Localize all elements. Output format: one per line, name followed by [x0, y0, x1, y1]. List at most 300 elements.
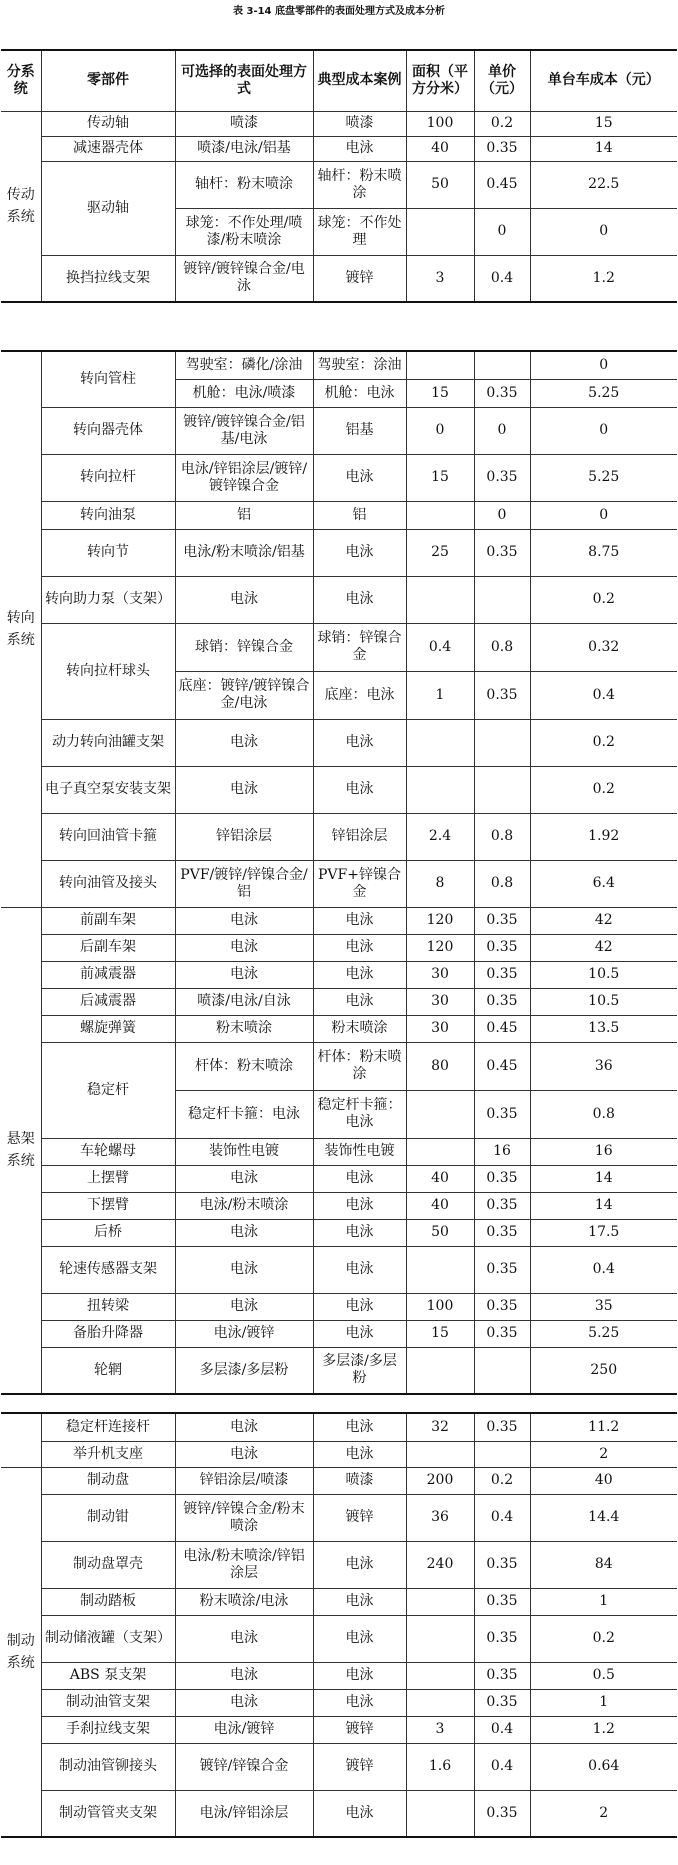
system-label: 制动系统: [1, 1467, 41, 1837]
area-cell: 40: [406, 1192, 474, 1219]
area-cell: 25: [406, 529, 474, 576]
table-row: [1, 454, 677, 501]
case-cell: 稳定杆卡箍：电泳: [313, 1090, 406, 1138]
cost-cell: 1: [530, 1588, 677, 1615]
case-cell: 电泳: [313, 1293, 406, 1320]
treatment-cell: 喷漆/电泳/铝基: [175, 136, 313, 161]
part-cell: 制动储液罐（支架）: [41, 1615, 175, 1662]
treatment-cell: 电泳: [175, 907, 313, 934]
part-cell: 电子真空泵安装支架: [41, 766, 175, 813]
cost-cell: 36: [530, 1042, 677, 1090]
table-row: [1, 255, 677, 302]
cost-cell: 0.5: [530, 1662, 677, 1689]
table-row: [1, 111, 677, 136]
part-cell: 转向油管及接头: [41, 860, 175, 907]
price-cell: 0.8: [474, 813, 530, 860]
table-row: [1, 1662, 677, 1689]
price-cell: 0.35: [474, 1588, 530, 1615]
treatment-cell: 镀锌/锌镍合金/粉末喷涂: [175, 1494, 313, 1541]
table-row: [1, 1716, 677, 1743]
treatment-cell: PVF/镀锌/锌镍合金/铝: [175, 860, 313, 907]
case-cell: 多层漆/多层粉: [313, 1347, 406, 1394]
case-cell: 电泳: [313, 454, 406, 501]
case-cell: 粉末喷涂: [313, 1015, 406, 1042]
part-cell: 后桥: [41, 1219, 175, 1246]
area-cell: [406, 1689, 474, 1716]
case-cell: 电泳: [313, 961, 406, 988]
part-cell: 换挡拉线支架: [41, 255, 175, 302]
cost-cell: 22.5: [530, 161, 677, 208]
header-treatment: 可选择的表面处理方式: [175, 50, 313, 111]
header-part: 零部件: [41, 50, 175, 111]
part-cell: 前副车架: [41, 907, 175, 934]
treatment-cell: 电泳: [175, 1219, 313, 1246]
area-cell: 15: [406, 1320, 474, 1347]
case-cell: 电泳: [313, 1192, 406, 1219]
treatment-cell: 底座：镀锌/镀锌镍合金/电泳: [175, 671, 313, 719]
treatment-cell: 杆体：粉末喷涂: [175, 1042, 313, 1090]
cost-cell: 35: [530, 1293, 677, 1320]
cost-cell: 5.25: [530, 454, 677, 501]
price-cell: 0.35: [474, 1293, 530, 1320]
part-cell: 螺旋弹簧: [41, 1015, 175, 1042]
table-row: [1, 1494, 677, 1541]
cost-cell: 8.75: [530, 529, 677, 576]
cost-cell: 0.4: [530, 671, 677, 719]
part-cell: 稳定杆连接杆: [41, 1413, 175, 1441]
area-cell: [406, 1615, 474, 1662]
treatment-cell: 电泳: [175, 719, 313, 766]
table-row: [1, 1413, 677, 1441]
case-cell: 电泳: [313, 1165, 406, 1192]
header-row: [1, 50, 677, 111]
case-cell: 电泳: [313, 934, 406, 961]
area-cell: 3: [406, 255, 474, 302]
price-cell: [474, 351, 530, 379]
part-cell: 上摆臂: [41, 1165, 175, 1192]
price-cell: 0: [474, 208, 530, 255]
case-cell: 球笼：不作处理: [313, 208, 406, 255]
cost-cell: 6.4: [530, 860, 677, 907]
price-cell: [474, 1347, 530, 1394]
cost-cell: 2: [530, 1441, 677, 1467]
price-cell: 0.35: [474, 1165, 530, 1192]
case-cell: 电泳: [313, 136, 406, 161]
cost-cell: 84: [530, 1541, 677, 1588]
price-cell: 0.35: [474, 1413, 530, 1441]
price-cell: 0.35: [474, 529, 530, 576]
header-case: 典型成本案例: [313, 50, 406, 111]
table-row: [1, 1441, 677, 1467]
case-cell: 电泳: [313, 1615, 406, 1662]
price-cell: 0.45: [474, 1042, 530, 1090]
table-row: [1, 860, 677, 907]
area-cell: [406, 208, 474, 255]
case-cell: 电泳: [313, 907, 406, 934]
price-cell: 0.35: [474, 1219, 530, 1246]
price-cell: 0.4: [474, 1743, 530, 1790]
part-cell: 减速器壳体: [41, 136, 175, 161]
cost-cell: 16: [530, 1138, 677, 1165]
treatment-cell: 电泳: [175, 576, 313, 623]
cost-cell: 15: [530, 111, 677, 136]
part-cell: 扭转梁: [41, 1293, 175, 1320]
treatment-cell: 球销：锌镍合金: [175, 623, 313, 671]
cost-cell: 250: [530, 1347, 677, 1394]
table-row: [1, 907, 677, 934]
case-cell: 电泳: [313, 1246, 406, 1293]
treatment-cell: 电泳: [175, 1615, 313, 1662]
treatment-cell: 装饰性电镀: [175, 1138, 313, 1165]
case-cell: 轴杆：粉末喷涂: [313, 161, 406, 208]
table-row: [1, 1743, 677, 1790]
part-cell: 转向器壳体: [41, 407, 175, 454]
table-row: [1, 961, 677, 988]
part-cell: 举升机支座: [41, 1441, 175, 1467]
area-cell: [406, 1138, 474, 1165]
area-cell: [406, 1246, 474, 1293]
part-cell: 驱动轴: [41, 161, 175, 255]
case-cell: 铝基: [313, 407, 406, 454]
treatment-cell: 电泳: [175, 934, 313, 961]
cost-cell: 40: [530, 1467, 677, 1494]
part-cell: ABS 泵支架: [41, 1662, 175, 1689]
price-cell: 0.4: [474, 1494, 530, 1541]
part-cell: 制动盘: [41, 1467, 175, 1494]
case-cell: 电泳: [313, 719, 406, 766]
price-cell: 0.35: [474, 136, 530, 161]
treatment-cell: 电泳/锌铝涂层/镀锌/镀锌镍合金: [175, 454, 313, 501]
area-cell: [406, 1090, 474, 1138]
case-cell: 电泳: [313, 1662, 406, 1689]
price-cell: 0.35: [474, 1541, 530, 1588]
cost-cell: 0: [530, 208, 677, 255]
cost-cell: 0: [530, 407, 677, 454]
price-cell: 0.35: [474, 1090, 530, 1138]
case-cell: 底座：电泳: [313, 671, 406, 719]
case-cell: 装饰性电镀: [313, 1138, 406, 1165]
table-row: [1, 1219, 677, 1246]
treatment-cell: 多层漆/多层粉: [175, 1347, 313, 1394]
table-caption: 表 3-14 底盘零部件的表面处理方式及成本分析: [233, 6, 445, 17]
case-cell: 铝: [313, 501, 406, 529]
case-cell: 电泳: [313, 1413, 406, 1441]
table-row: [1, 1347, 677, 1394]
price-cell: 0.35: [474, 1662, 530, 1689]
table-row: [1, 1588, 677, 1615]
area-cell: 40: [406, 136, 474, 161]
price-cell: 0.35: [474, 907, 530, 934]
treatment-cell: 机舱：电泳/喷漆: [175, 379, 313, 407]
price-cell: 0.35: [474, 1320, 530, 1347]
part-cell: 手刹拉线支架: [41, 1716, 175, 1743]
part-cell: 转向管柱: [41, 351, 175, 407]
treatment-cell: 镀锌/镀锌镍合金/铝基/电泳: [175, 407, 313, 454]
table-row: [1, 719, 677, 766]
price-cell: 0.45: [474, 161, 530, 208]
cost-cell: 42: [530, 934, 677, 961]
system-cell-blank: [1, 1413, 41, 1441]
table-row: [1, 1015, 677, 1042]
area-cell: 8: [406, 860, 474, 907]
part-cell: 前减震器: [41, 961, 175, 988]
case-cell: 杆体：粉末喷涂: [313, 1042, 406, 1090]
part-cell: 转向拉杆球头: [41, 623, 175, 719]
cost-cell: 10.5: [530, 988, 677, 1015]
price-cell: 0: [474, 407, 530, 454]
price-cell: 16: [474, 1138, 530, 1165]
price-cell: 0.2: [474, 111, 530, 136]
treatment-cell: 电泳: [175, 1165, 313, 1192]
price-cell: 0.35: [474, 1246, 530, 1293]
treatment-cell: 电泳: [175, 1413, 313, 1441]
price-cell: 0.45: [474, 1015, 530, 1042]
table-row: [1, 1042, 677, 1090]
part-cell: 制动盘罩壳: [41, 1541, 175, 1588]
area-cell: 2.4: [406, 813, 474, 860]
area-cell: 1: [406, 671, 474, 719]
price-cell: 0.35: [474, 961, 530, 988]
system-label: 悬架系统: [1, 907, 41, 1394]
part-cell: 车轮螺母: [41, 1138, 175, 1165]
table-row: [1, 407, 677, 454]
area-cell: 50: [406, 161, 474, 208]
table-row: [1, 161, 677, 208]
cost-cell: 0.2: [530, 766, 677, 813]
table-row: [1, 351, 677, 379]
case-cell: 电泳: [313, 766, 406, 813]
table-row: [1, 1615, 677, 1662]
part-cell: 动力转向油罐支架: [41, 719, 175, 766]
price-cell: 0.35: [474, 671, 530, 719]
area-cell: [406, 1441, 474, 1467]
area-cell: [406, 576, 474, 623]
table-row: [1, 1320, 677, 1347]
cost-cell: 14.4: [530, 1494, 677, 1541]
case-cell: 电泳: [313, 1320, 406, 1347]
area-cell: 120: [406, 934, 474, 961]
cost-cell: 0.2: [530, 1615, 677, 1662]
price-cell: [474, 576, 530, 623]
table-row: [1, 623, 677, 671]
table-row: [1, 813, 677, 860]
table-row: [1, 136, 677, 161]
area-cell: [406, 501, 474, 529]
area-cell: 15: [406, 379, 474, 407]
treatment-cell: 电泳: [175, 1441, 313, 1467]
treatment-cell: 锌铝涂层: [175, 813, 313, 860]
treatment-cell: 稳定杆卡箍：电泳: [175, 1090, 313, 1138]
treatment-cell: 粉末喷涂: [175, 1015, 313, 1042]
table-row: [1, 529, 677, 576]
part-cell: 转向节: [41, 529, 175, 576]
steering-suspension-table: [1, 350, 677, 1395]
treatment-cell: 电泳/粉末喷涂/铝基: [175, 529, 313, 576]
price-cell: 0.4: [474, 255, 530, 302]
area-cell: 100: [406, 1293, 474, 1320]
area-cell: 15: [406, 454, 474, 501]
part-cell: 转向助力泵（支架）: [41, 576, 175, 623]
table-row: [1, 1138, 677, 1165]
part-cell: 轮辋: [41, 1347, 175, 1394]
treatment-cell: 铝: [175, 501, 313, 529]
part-cell: 制动管管夹支架: [41, 1790, 175, 1837]
case-cell: 机舱：电泳: [313, 379, 406, 407]
part-cell: 下摆臂: [41, 1192, 175, 1219]
cost-cell: 13.5: [530, 1015, 677, 1042]
case-cell: 锌铝涂层: [313, 813, 406, 860]
price-cell: 0.35: [474, 934, 530, 961]
area-cell: [406, 766, 474, 813]
part-cell: 轮速传感器支架: [41, 1246, 175, 1293]
table-row: [1, 1293, 677, 1320]
treatment-cell: 喷漆: [175, 111, 313, 136]
part-cell: 后减震器: [41, 988, 175, 1015]
treatment-cell: 电泳: [175, 766, 313, 813]
cost-cell: 1.2: [530, 255, 677, 302]
treatment-cell: 球笼：不作处理/喷漆/粉末喷涂: [175, 208, 313, 255]
case-cell: PVF+锌镍合金: [313, 860, 406, 907]
case-cell: 球销：锌镍合金: [313, 623, 406, 671]
treatment-cell: 电泳/粉末喷涂: [175, 1192, 313, 1219]
area-cell: 36: [406, 1494, 474, 1541]
area-cell: 30: [406, 1015, 474, 1042]
area-cell: 50: [406, 1219, 474, 1246]
price-cell: 0.35: [474, 1615, 530, 1662]
price-cell: 0.35: [474, 1689, 530, 1716]
cost-cell: 17.5: [530, 1219, 677, 1246]
cost-cell: 0: [530, 351, 677, 379]
cost-cell: 5.25: [530, 1320, 677, 1347]
treatment-cell: 锌铝涂层/喷漆: [175, 1467, 313, 1494]
table-row: [1, 934, 677, 961]
area-cell: 32: [406, 1413, 474, 1441]
cost-cell: 42: [530, 907, 677, 934]
part-cell: 制动踏板: [41, 1588, 175, 1615]
price-cell: 0.35: [474, 1192, 530, 1219]
table-row: [1, 1541, 677, 1588]
treatment-cell: 电泳/镀锌: [175, 1320, 313, 1347]
price-cell: 0.8: [474, 860, 530, 907]
treatment-cell: 粉末喷涂/电泳: [175, 1588, 313, 1615]
case-cell: 电泳: [313, 576, 406, 623]
cost-cell: 0.64: [530, 1743, 677, 1790]
area-cell: 40: [406, 1165, 474, 1192]
cost-cell: 1.2: [530, 1716, 677, 1743]
area-cell: 100: [406, 111, 474, 136]
treatment-cell: 电泳/锌铝涂层: [175, 1790, 313, 1837]
system-cell-blank: [1, 1441, 41, 1467]
price-cell: 0.35: [474, 988, 530, 1015]
area-cell: 3: [406, 1716, 474, 1743]
cost-cell: 10.5: [530, 961, 677, 988]
case-cell: 喷漆: [313, 1467, 406, 1494]
case-cell: 镀锌: [313, 1743, 406, 1790]
case-cell: 驾驶室：涂油: [313, 351, 406, 379]
part-cell: 后副车架: [41, 934, 175, 961]
header-unit-price: 单价（元）: [474, 50, 530, 111]
table-row: [1, 1689, 677, 1716]
treatment-cell: 电泳/镀锌: [175, 1716, 313, 1743]
price-cell: [474, 719, 530, 766]
table-row: [1, 766, 677, 813]
header-cost: 单台车成本（元）: [530, 50, 677, 111]
treatment-cell: 镀锌/锌镍合金: [175, 1743, 313, 1790]
area-cell: 200: [406, 1467, 474, 1494]
cost-cell: 14: [530, 1165, 677, 1192]
table-row: [1, 501, 677, 529]
cost-cell: 5.25: [530, 379, 677, 407]
case-cell: 镀锌: [313, 1494, 406, 1541]
area-cell: [406, 351, 474, 379]
part-cell: 稳定杆: [41, 1042, 175, 1138]
case-cell: 电泳: [313, 1541, 406, 1588]
cost-cell: 2: [530, 1790, 677, 1837]
table-row: [1, 988, 677, 1015]
case-cell: 电泳: [313, 1441, 406, 1467]
case-cell: 镀锌: [313, 1716, 406, 1743]
price-cell: 0.2: [474, 1467, 530, 1494]
brake-table: [1, 1412, 677, 1838]
part-cell: 制动油管支架: [41, 1689, 175, 1716]
case-cell: 电泳: [313, 529, 406, 576]
area-cell: [406, 1347, 474, 1394]
price-cell: 0.4: [474, 1716, 530, 1743]
area-cell: 80: [406, 1042, 474, 1090]
area-cell: 0.4: [406, 623, 474, 671]
case-cell: 电泳: [313, 1588, 406, 1615]
treatment-cell: 电泳: [175, 961, 313, 988]
part-cell: 转向拉杆: [41, 454, 175, 501]
header-area: 面积（平方分米）: [406, 50, 474, 111]
table-row: [1, 1790, 677, 1837]
price-cell: [474, 766, 530, 813]
area-cell: 1.6: [406, 1743, 474, 1790]
price-cell: [474, 1441, 530, 1467]
area-cell: 240: [406, 1541, 474, 1588]
system-label: 转向系统: [1, 351, 41, 907]
table-row: [1, 1192, 677, 1219]
cost-cell: 0.2: [530, 576, 677, 623]
part-cell: 制动钳: [41, 1494, 175, 1541]
cost-cell: 0.8: [530, 1090, 677, 1138]
table-row: [1, 576, 677, 623]
area-cell: 30: [406, 961, 474, 988]
case-cell: 喷漆: [313, 111, 406, 136]
cost-cell: 0.4: [530, 1246, 677, 1293]
cost-cell: 0: [530, 501, 677, 529]
part-cell: 制动油管铆接头: [41, 1743, 175, 1790]
case-cell: 电泳: [313, 1790, 406, 1837]
table-row: [1, 1246, 677, 1293]
area-cell: 120: [406, 907, 474, 934]
price-cell: 0.35: [474, 1790, 530, 1837]
part-cell: 备胎升降器: [41, 1320, 175, 1347]
area-cell: [406, 1662, 474, 1689]
cost-cell: 1: [530, 1689, 677, 1716]
price-cell: 0: [474, 501, 530, 529]
treatment-cell: 镀锌/镀锌镍合金/电泳: [175, 255, 313, 302]
transmission-table: [1, 49, 677, 303]
part-cell: 传动轴: [41, 111, 175, 136]
cost-cell: 14: [530, 136, 677, 161]
cost-cell: 0.32: [530, 623, 677, 671]
table-row: [1, 1467, 677, 1494]
cost-cell: 1.92: [530, 813, 677, 860]
area-cell: 0: [406, 407, 474, 454]
case-cell: 镀锌: [313, 255, 406, 302]
cost-cell: 14: [530, 1192, 677, 1219]
